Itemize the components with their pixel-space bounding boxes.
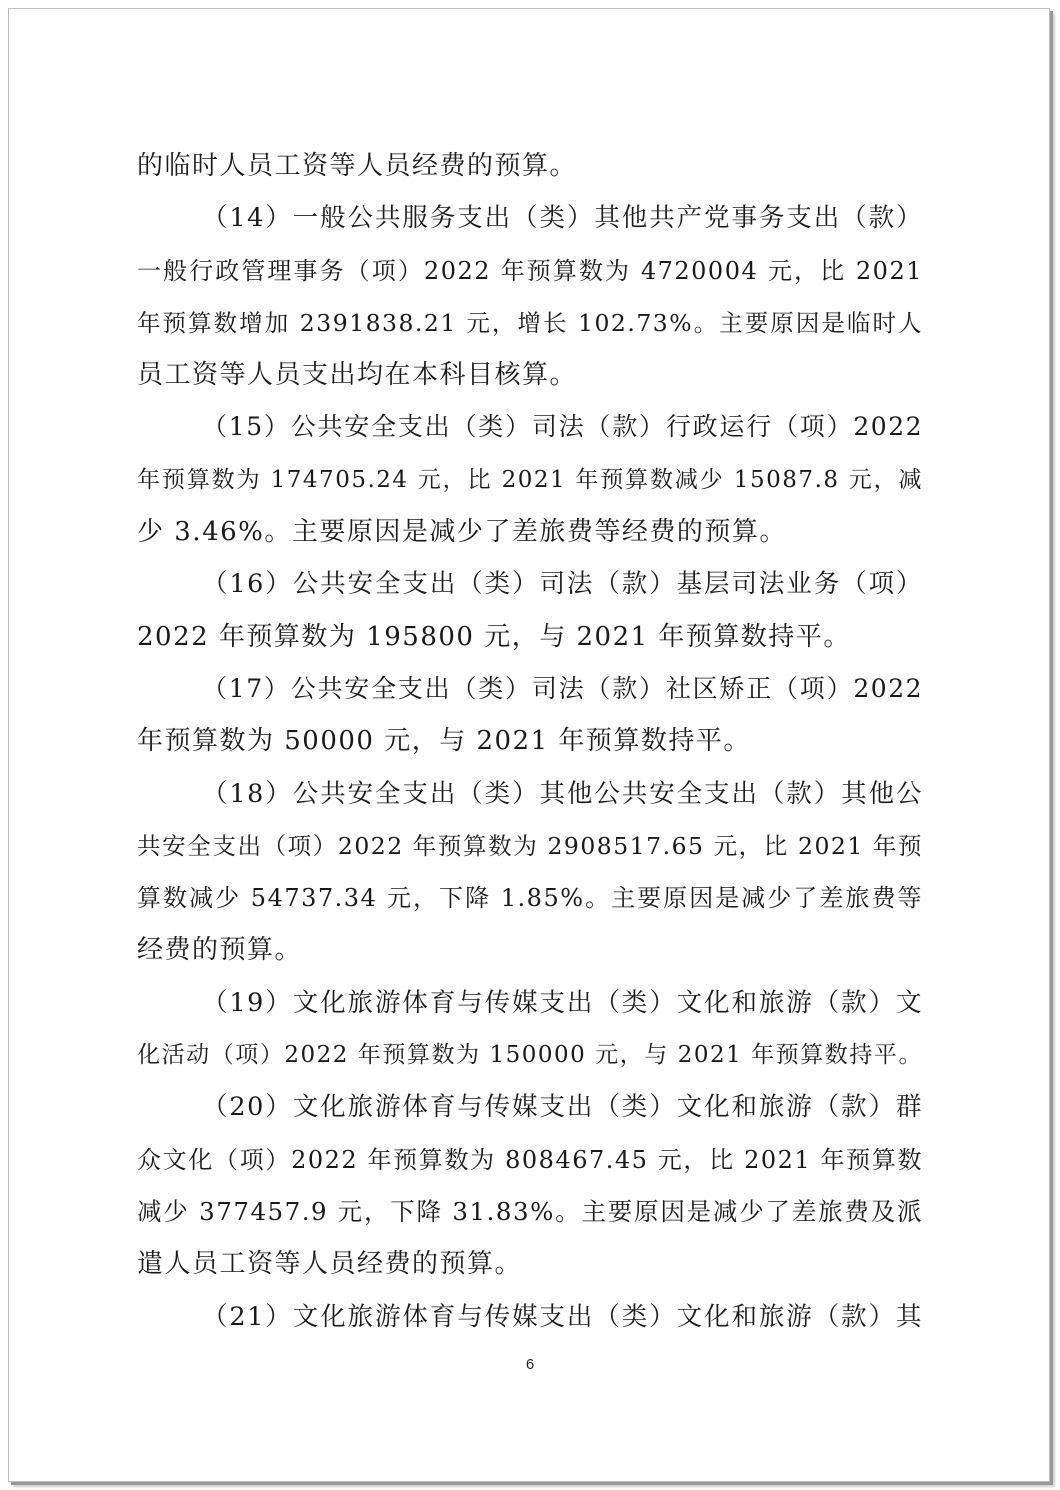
text-line: （18）公共安全支出（类）其他公共安全支出（款）其他公 <box>202 778 923 809</box>
text-line: 众文化（项）2022 年预算数为 808467.45 元，比 2021 年预算数 <box>137 1145 923 1174</box>
text-line: （21）文化旅游体育与传媒支出（类）文化和旅游（款）其 <box>202 1301 923 1332</box>
text-line: 一般行政管理事务（项）2022 年预算数为 4720004 元，比 2021 <box>137 256 923 285</box>
text-line: 共安全支出（项）2022 年预算数为 2908517.65 元，比 2021 年预 <box>137 831 923 860</box>
text-line: 少 3.46%。主要原因是减少了差旅费等经费的预算。 <box>137 517 787 548</box>
text-line: 的临时人员工资等人员经费的预算。 <box>137 151 578 181</box>
text-line: （15）公共安全支出（类）司法（款）行政运行（项）2022 <box>202 412 923 442</box>
text-line: 化活动（项）2022 年预算数为 150000 元，与 2021 年预算数持平。 <box>137 1042 923 1069</box>
page-number: 6 <box>525 1356 535 1373</box>
text-line: 年预算数为 174705.24 元，比 2021 年预算数减少 15087.8 元，减 <box>137 466 923 493</box>
text-line: 年预算数为 50000 元，与 2021 年预算数持平。 <box>137 726 751 757</box>
document-body <box>137 140 923 1343</box>
text-line: 减少 377457.9 元，下降 31.83%。主要原因是减少了差旅费及派 <box>137 1196 923 1226</box>
text-line: （19）文化旅游体育与传媒支出（类）文化和旅游（款）文 <box>202 987 923 1018</box>
text-line: 2022 年预算数为 195800 元，与 2021 年预算数持平。 <box>137 621 851 652</box>
text-line: 年预算数增加 2391838.21 元，增长 102.73%。主要原因是临时人 <box>137 308 923 337</box>
text-line: （20）文化旅游体育与传媒支出（类）文化和旅游（款）群 <box>202 1092 923 1123</box>
text-line: （16）公共安全支出（类）司法（款）基层司法业务（项） <box>202 569 923 600</box>
text-line: 遣人员工资等人员经费的预算。 <box>137 1249 523 1280</box>
text-line: 员工资等人员支出均在本科目核算。 <box>137 360 578 391</box>
text-line: 经费的预算。 <box>137 935 303 966</box>
text-line: （14）一般公共服务支出（类）其他共产党事务支出（款） <box>202 203 923 234</box>
text-line: 算数减少 54737.34 元，下降 1.85%。主要原因是减少了差旅费等 <box>137 884 923 913</box>
text-line: （17）公共安全支出（类）司法（款）社区矫正（项）2022 <box>202 673 923 703</box>
